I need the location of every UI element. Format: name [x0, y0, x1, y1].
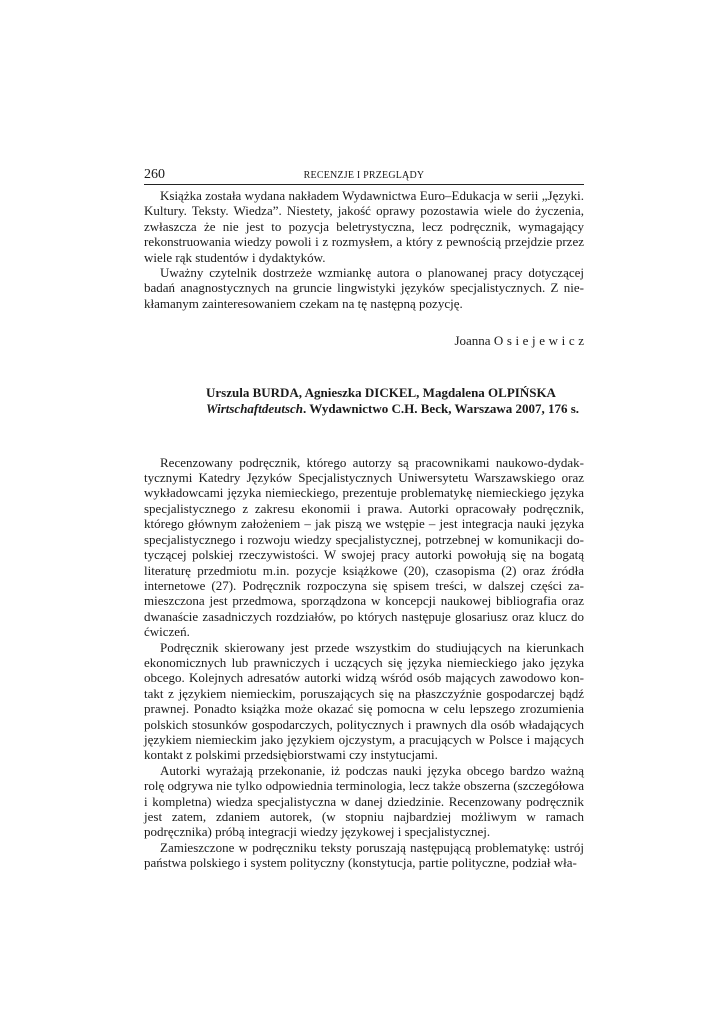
page-number: 260 [144, 167, 165, 182]
review-body [144, 455, 584, 871]
book-review [144, 385, 584, 871]
reviewer-signature [144, 333, 588, 349]
page-content [144, 188, 588, 871]
reviewer-first-name: Joanna [454, 333, 491, 349]
book-title: Wirtschaftdeutsch [206, 400, 304, 416]
page-header [144, 166, 584, 185]
book-publication: . Wydawnictwo C.H. Beck, Warszawa 2007, 176 s. [303, 400, 580, 416]
review-heading [206, 385, 584, 417]
running-head: RECENZJE I PRZEGLĄDY [303, 170, 425, 181]
paragraph: Autorki wyrażają przekonanie, iż podczas nauki języka obcego bardzo ważną rolę odgrywa nie tylko odpowiednia terminologia, lecz także obszerna (szczegółowa i kompletna) wiedza specjalistyczna w danej dziedzinie. Recenzowany podręcznik jest zatem, zdaniem autorek, (w stopniu najbardziej możliwym w ramach podręcznika) próbą integracji wiedzy językowej i specjalistycznej. [144, 762, 584, 840]
previous-review-ending [144, 188, 588, 349]
paragraph: Podręcznik skierowany jest przede wszystkim do studiujących na kierunkach ekonomicznych lub prawniczych i uczących się języka niemieckiego jako języka obcego. Kolejnych adresatów autorki widzą wśród osób mających zawodowo kontakt z językiem niemieckim, poruszających się na płaszczyźnie gospodarczej bądź prawnej. Ponadto książka może okazać się pomocna w celu lepszego zrozumienia polskich stosunków gospodarczych, politycznych i prawnych dla osób władających językiem niemieckim jako językiem ojczystym, a pracujących w Polsce i mających kontakt z polskimi przedsiębiorstwami czy instytucjami. [144, 639, 584, 763]
paragraph: Zamieszczone w podręczniku teksty poruszają następującą problematykę: ustrój państwa polskiego i system polityczny (konstytucja, partie polityczne, podział wła- [144, 839, 584, 871]
book-citation [206, 401, 584, 417]
reviewer-last-name: Osiejewicz [493, 333, 588, 349]
paragraph: Recenzowany podręcznik, którego autorzy są pracownikami naukowo-dydaktycznymi Katedry Języków Specjalistycznych Uniwersytetu Warszawskiego oraz wykładowcami języka niemieckiego, prezentuje problematykę niemieckiego języka specjalistycznego z zakresu ekonomii i prawa. Autorki opracowały podręcznik, którego głównym założeniem – jak piszą we wstępie – jest integracja nauki języka specjalistycznego i rozwoju wiedzy specjalistycznej, potrzebnej w komunikacji dotyczącej polskiej rzeczywistości. W swojej pracy autorki powołują się na bogatą literaturę przedmiotu m.in. pozycje książkowe (20), czasopisma (2) oraz źródła internetowe (27). Podręcznik rozpoczyna się spisem treści, w dalszej części zamieszczona jest przedmowa, sporządzona w koncepcji naukowej bibliografia oraz dwanaście zasadniczych rozdziałów, po których następuje glosariusz oraz klucz do ćwiczeń. [144, 454, 584, 640]
paragraph: Uważny czytelnik dostrzeże wzmiankę autora o planowanej pracy dotyczącej badań anagnostycznych na gruncie lingwistyki języków specjalistycznych. Z niekłamanym zainteresowaniem czekam na tę następną pozycję. [144, 265, 584, 311]
paragraph: Książka została wydana nakładem Wydawnictwa Euro–Edukacja w serii „Języki. Kultury. Teksty. Wiedza”. Niestety, jakość oprawy pozostawia wiele do życzenia, zwłaszcza że nie jest to pozycja beletrystyczna, lecz podręcznik, wymagający rekonstruowania wiedzy powoli i z rozmysłem, a który z pewnością przejdzie przez wiele rąk studentów i dydaktyków. [144, 188, 584, 265]
book-authors: Urszula BURDA, Agnieszka DICKEL, Magdalena OLPIŃSKA [206, 384, 556, 400]
